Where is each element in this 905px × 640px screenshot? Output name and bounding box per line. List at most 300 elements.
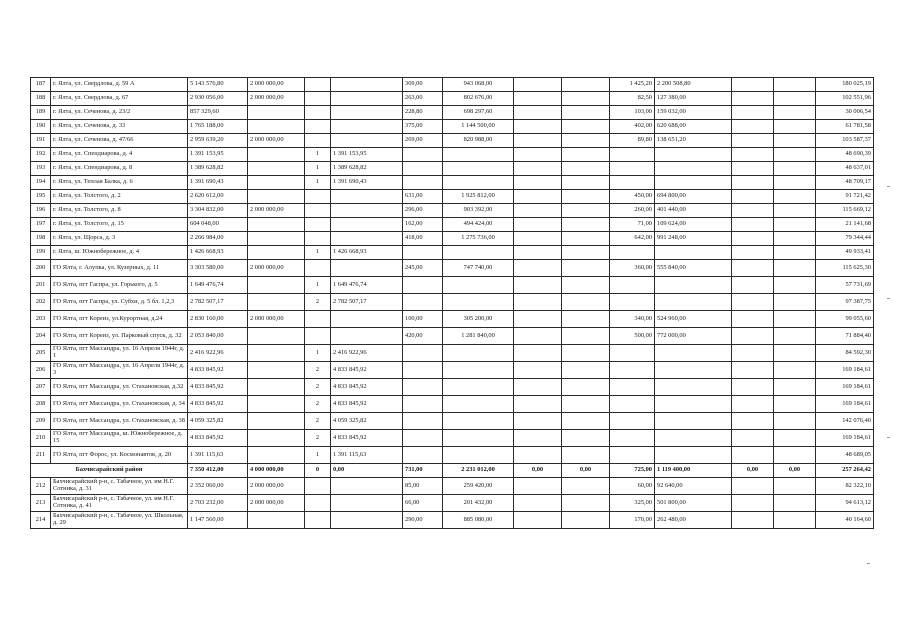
- address-cell: ГО Ялта, г. Алупка, ул. Кузерных, д. 11: [51, 260, 188, 277]
- value-cell: [732, 232, 774, 246]
- value-cell: [443, 176, 514, 190]
- value-cell: 2 200 508,80: [655, 78, 732, 92]
- value-cell: 1 275 736,00: [443, 232, 514, 246]
- subtotal-value-cell: 0,00: [514, 464, 562, 478]
- value-cell: 169 184,61: [816, 362, 874, 379]
- value-cell: 1 425,20: [610, 78, 655, 92]
- district-subtotal-row: [31, 464, 874, 478]
- value-cell: [331, 120, 403, 134]
- subtotal-value-cell: 0: [305, 464, 331, 478]
- table-row: [31, 190, 874, 204]
- value-cell: 2 782 507,17: [331, 294, 403, 311]
- table-row: [31, 204, 874, 218]
- value-cell: [305, 328, 331, 345]
- value-cell: [562, 362, 610, 379]
- value-cell: [248, 246, 305, 260]
- value-cell: 305 200,00: [443, 311, 514, 328]
- value-cell: [248, 379, 305, 396]
- value-cell: [610, 246, 655, 260]
- address-cell: г. Ялта, ул. Свердлова, д. 59 А: [51, 78, 188, 92]
- value-cell: [514, 246, 562, 260]
- value-cell: [732, 277, 774, 294]
- value-cell: 2 000 000,00: [248, 78, 305, 92]
- value-cell: 2 416 922,96: [331, 345, 403, 362]
- value-cell: [610, 379, 655, 396]
- value-cell: [732, 379, 774, 396]
- total-cost-cell: 1 391 115,63: [188, 447, 248, 464]
- value-cell: [248, 120, 305, 134]
- value-cell: 71,00: [610, 218, 655, 232]
- row-number-cell: 187: [31, 78, 51, 92]
- value-cell: [562, 232, 610, 246]
- value-cell: 1: [305, 246, 331, 260]
- value-cell: 1 925 812,00: [443, 190, 514, 204]
- row-number-cell: 189: [31, 106, 51, 120]
- address-cell: г. Ялта, ул. Свердлова, д. 67: [51, 92, 188, 106]
- value-cell: 631,00: [403, 190, 443, 204]
- row-number-cell: 199: [31, 246, 51, 260]
- total-cost-cell: 3 303 580,00: [188, 260, 248, 277]
- value-cell: [331, 512, 403, 529]
- value-cell: [732, 190, 774, 204]
- total-cost-cell: 4 833 845,92: [188, 379, 248, 396]
- value-cell: [562, 106, 610, 120]
- value-cell: [774, 512, 816, 529]
- value-cell: [774, 204, 816, 218]
- table-row: [31, 495, 874, 512]
- table-row: [31, 148, 874, 162]
- total-cost-cell: 2 266 984,00: [188, 232, 248, 246]
- value-cell: 61 781,58: [816, 120, 874, 134]
- value-cell: [443, 277, 514, 294]
- value-cell: [774, 311, 816, 328]
- value-cell: 747 740,00: [443, 260, 514, 277]
- subtotal-value-cell: 4 000 000,00: [248, 464, 305, 478]
- total-cost-cell: 2 352 060,00: [188, 478, 248, 495]
- row-number-cell: 211: [31, 447, 51, 464]
- value-cell: [331, 260, 403, 277]
- value-cell: 262 480,00: [655, 512, 732, 529]
- value-cell: [732, 218, 774, 232]
- total-cost-cell: 2 830 160,00: [188, 311, 248, 328]
- value-cell: [248, 190, 305, 204]
- value-cell: [514, 260, 562, 277]
- table-row: [31, 78, 874, 92]
- value-cell: 2: [305, 362, 331, 379]
- value-cell: 991 248,00: [655, 232, 732, 246]
- value-cell: 259 420,00: [443, 478, 514, 495]
- value-cell: [514, 148, 562, 162]
- value-cell: [655, 162, 732, 176]
- value-cell: [732, 294, 774, 311]
- value-cell: 49 933,41: [816, 246, 874, 260]
- value-cell: 82 322,10: [816, 478, 874, 495]
- value-cell: 60,00: [610, 478, 655, 495]
- address-cell: Бахчисарайский р-н, с. Табачное, ул. Школьная, д. 29: [51, 512, 188, 529]
- value-cell: [610, 277, 655, 294]
- value-cell: 260,00: [610, 204, 655, 218]
- value-cell: [655, 362, 732, 379]
- value-cell: [732, 106, 774, 120]
- value-cell: [774, 92, 816, 106]
- value-cell: [774, 260, 816, 277]
- value-cell: 142 076,40: [816, 413, 874, 430]
- row-number-cell: 192: [31, 148, 51, 162]
- value-cell: 94 613,12: [816, 495, 874, 512]
- value-cell: 2 000 000,00: [248, 478, 305, 495]
- value-cell: [403, 148, 443, 162]
- table-row: [31, 106, 874, 120]
- address-cell: г. Ялта, ул. Щорса, д. 3: [51, 232, 188, 246]
- total-cost-cell: 2 782 507,17: [188, 294, 248, 311]
- address-cell: г. Ялта, ул. Толстого, д. 8: [51, 204, 188, 218]
- value-cell: 903 392,00: [443, 204, 514, 218]
- value-cell: [305, 78, 331, 92]
- value-cell: [403, 430, 443, 447]
- value-cell: [732, 148, 774, 162]
- value-cell: [403, 413, 443, 430]
- value-cell: [655, 430, 732, 447]
- row-number-cell: 200: [31, 260, 51, 277]
- value-cell: [562, 478, 610, 495]
- value-cell: [514, 106, 562, 120]
- total-cost-cell: 4 833 845,92: [188, 362, 248, 379]
- value-cell: 48 690,39: [816, 148, 874, 162]
- value-cell: 290,00: [403, 512, 443, 529]
- value-cell: 97 387,75: [816, 294, 874, 311]
- address-cell: г. Ялта, ул. Сеченова, д. 23/2: [51, 106, 188, 120]
- value-cell: [403, 277, 443, 294]
- value-cell: [774, 148, 816, 162]
- value-cell: [610, 176, 655, 190]
- total-cost-cell: 1 147 560,00: [188, 512, 248, 529]
- total-cost-cell: 2 620 612,00: [188, 190, 248, 204]
- value-cell: 2: [305, 430, 331, 447]
- table-row: [31, 162, 874, 176]
- address-cell: ГО Ялта, пгт Массандра, ул. Стахановская, д.32: [51, 379, 188, 396]
- value-cell: [331, 311, 403, 328]
- value-cell: [774, 78, 816, 92]
- value-cell: [732, 134, 774, 148]
- total-cost-cell: 4 833 845,92: [188, 430, 248, 447]
- value-cell: [774, 190, 816, 204]
- row-number-cell: 208: [31, 396, 51, 413]
- value-cell: [331, 92, 403, 106]
- value-cell: [610, 345, 655, 362]
- value-cell: [305, 512, 331, 529]
- value-cell: 4 833 845,92: [331, 396, 403, 413]
- value-cell: [514, 78, 562, 92]
- value-cell: [732, 478, 774, 495]
- value-cell: [655, 413, 732, 430]
- row-number-cell: 198: [31, 232, 51, 246]
- subtotal-value-cell: 725,00: [610, 464, 655, 478]
- row-number-cell: 202: [31, 294, 51, 311]
- row-number-cell: 207: [31, 379, 51, 396]
- table-row: [31, 396, 874, 413]
- value-cell: [562, 447, 610, 464]
- value-cell: [732, 120, 774, 134]
- value-cell: [732, 413, 774, 430]
- value-cell: 772 000,00: [655, 328, 732, 345]
- value-cell: [514, 311, 562, 328]
- value-cell: 1 391 115,63: [331, 447, 403, 464]
- value-cell: [403, 396, 443, 413]
- subtotal-value-cell: 0,00: [732, 464, 774, 478]
- value-cell: [562, 176, 610, 190]
- value-cell: [514, 176, 562, 190]
- value-cell: [514, 190, 562, 204]
- value-cell: [732, 176, 774, 190]
- row-number-cell: 203: [31, 311, 51, 328]
- value-cell: 943 068,00: [443, 78, 514, 92]
- value-cell: [331, 478, 403, 495]
- row-number-cell: 214: [31, 512, 51, 529]
- row-number-cell: 204: [31, 328, 51, 345]
- value-cell: [248, 218, 305, 232]
- value-cell: 48 637,01: [816, 162, 874, 176]
- value-cell: [774, 328, 816, 345]
- value-cell: [305, 495, 331, 512]
- value-cell: [443, 413, 514, 430]
- table-row: [31, 232, 874, 246]
- value-cell: 4 833 845,92: [331, 362, 403, 379]
- row-number-cell: 201: [31, 277, 51, 294]
- value-cell: [443, 162, 514, 176]
- value-cell: 501 800,00: [655, 495, 732, 512]
- value-cell: [732, 328, 774, 345]
- value-cell: [562, 294, 610, 311]
- value-cell: 115 625,30: [816, 260, 874, 277]
- value-cell: 402,00: [610, 120, 655, 134]
- value-cell: 245,00: [403, 260, 443, 277]
- address-cell: ГО Ялта, пгт Массандра, ул. 16 Апреля 1944г, д. 3: [51, 362, 188, 379]
- value-cell: 79 344,44: [816, 232, 874, 246]
- value-cell: [331, 218, 403, 232]
- value-cell: 2 000 000,00: [248, 92, 305, 106]
- table-row: [31, 218, 874, 232]
- value-cell: [514, 204, 562, 218]
- value-cell: 103 587,37: [816, 134, 874, 148]
- value-cell: [655, 447, 732, 464]
- value-cell: [732, 495, 774, 512]
- value-cell: [443, 430, 514, 447]
- district-name-cell: Бахчисарайский район: [31, 464, 188, 478]
- address-cell: ГО Ялта, пгт Форос, ул. Космонавтов, д. 20: [51, 447, 188, 464]
- value-cell: [514, 218, 562, 232]
- value-cell: 2 000 000,00: [248, 204, 305, 218]
- value-cell: [774, 120, 816, 134]
- value-cell: 269,00: [403, 134, 443, 148]
- capital-repair-register-table: [30, 77, 874, 529]
- value-cell: [443, 379, 514, 396]
- address-cell: ГО Ялта, пгт Гаспра, ул. Горького, д. 5: [51, 277, 188, 294]
- value-cell: [305, 190, 331, 204]
- value-cell: 228,80: [403, 106, 443, 120]
- value-cell: [305, 120, 331, 134]
- value-cell: [732, 78, 774, 92]
- address-cell: г. Ялта, ул. Спендиарова, д. 8: [51, 162, 188, 176]
- value-cell: [305, 218, 331, 232]
- value-cell: 170,00: [610, 512, 655, 529]
- value-cell: 85,00: [403, 478, 443, 495]
- value-cell: [562, 78, 610, 92]
- value-cell: [732, 92, 774, 106]
- value-cell: 4 059 325,82: [331, 413, 403, 430]
- value-cell: 102 551,96: [816, 92, 874, 106]
- value-cell: [248, 447, 305, 464]
- value-cell: [562, 379, 610, 396]
- value-cell: [562, 328, 610, 345]
- value-cell: [774, 362, 816, 379]
- value-cell: 555 840,00: [655, 260, 732, 277]
- value-cell: [774, 277, 816, 294]
- value-cell: [443, 396, 514, 413]
- address-cell: ГО Ялта, пгт Кореиз, ул.Курортная, д.24: [51, 311, 188, 328]
- value-cell: [305, 204, 331, 218]
- value-cell: [732, 512, 774, 529]
- table-row: [31, 379, 874, 396]
- value-cell: [732, 430, 774, 447]
- value-cell: 2 000 000,00: [248, 260, 305, 277]
- subtotal-value-cell: 0,00: [562, 464, 610, 478]
- value-cell: [562, 162, 610, 176]
- table-row: [31, 311, 874, 328]
- row-number-cell: 197: [31, 218, 51, 232]
- value-cell: 1: [305, 345, 331, 362]
- value-cell: [403, 176, 443, 190]
- value-cell: 418,00: [403, 232, 443, 246]
- row-number-cell: 190: [31, 120, 51, 134]
- value-cell: [248, 176, 305, 190]
- value-cell: 4 833 845,92: [331, 379, 403, 396]
- value-cell: [774, 430, 816, 447]
- value-cell: [655, 396, 732, 413]
- value-cell: [403, 294, 443, 311]
- value-cell: [514, 512, 562, 529]
- row-number-cell: 188: [31, 92, 51, 106]
- table-row: [31, 176, 874, 190]
- total-cost-cell: 2 053 840,00: [188, 328, 248, 345]
- value-cell: 420,00: [403, 328, 443, 345]
- value-cell: 2: [305, 379, 331, 396]
- value-cell: [774, 246, 816, 260]
- value-cell: [610, 447, 655, 464]
- value-cell: 885 080,00: [443, 512, 514, 529]
- value-cell: 57 731,69: [816, 277, 874, 294]
- value-cell: [305, 134, 331, 148]
- value-cell: [514, 478, 562, 495]
- row-number-cell: 205: [31, 345, 51, 362]
- table-row: [31, 120, 874, 134]
- value-cell: [562, 218, 610, 232]
- value-cell: [403, 379, 443, 396]
- value-cell: 2: [305, 294, 331, 311]
- value-cell: [732, 204, 774, 218]
- value-cell: [774, 495, 816, 512]
- value-cell: [514, 294, 562, 311]
- total-cost-cell: 2 703 232,00: [188, 495, 248, 512]
- value-cell: [305, 260, 331, 277]
- table-row: [31, 134, 874, 148]
- value-cell: [562, 260, 610, 277]
- value-cell: 401 440,00: [655, 204, 732, 218]
- value-cell: 71 884,40: [816, 328, 874, 345]
- value-cell: [248, 328, 305, 345]
- total-cost-cell: 4 059 325,82: [188, 413, 248, 430]
- value-cell: [562, 495, 610, 512]
- value-cell: [514, 396, 562, 413]
- total-cost-cell: 1 389 628,82: [188, 162, 248, 176]
- address-cell: Бахчисарайский р-н, с. Табачное, ул. им Н.Г. Сотника, д. 41: [51, 495, 188, 512]
- subtotal-value-cell: 1 119 400,00: [655, 464, 732, 478]
- value-cell: 66,00: [403, 495, 443, 512]
- value-cell: [562, 190, 610, 204]
- value-cell: [774, 345, 816, 362]
- value-cell: 340,00: [610, 311, 655, 328]
- value-cell: [655, 246, 732, 260]
- table-row: [31, 345, 874, 362]
- table-row: [31, 92, 874, 106]
- value-cell: 694 800,00: [655, 190, 732, 204]
- margin-mark: [887, 298, 890, 299]
- row-number-cell: 209: [31, 413, 51, 430]
- value-cell: 127 380,00: [655, 92, 732, 106]
- value-cell: 360,00: [610, 260, 655, 277]
- value-cell: 91 721,42: [816, 190, 874, 204]
- row-number-cell: 196: [31, 204, 51, 218]
- value-cell: 1 281 840,00: [443, 328, 514, 345]
- value-cell: [774, 294, 816, 311]
- value-cell: 820 988,00: [443, 134, 514, 148]
- value-cell: [655, 148, 732, 162]
- value-cell: [305, 478, 331, 495]
- value-cell: [774, 396, 816, 413]
- value-cell: [248, 345, 305, 362]
- value-cell: [774, 176, 816, 190]
- row-number-cell: 210: [31, 430, 51, 447]
- value-cell: [655, 294, 732, 311]
- value-cell: 494 424,00: [443, 218, 514, 232]
- table-row: [31, 328, 874, 345]
- value-cell: 2 000 000,00: [248, 134, 305, 148]
- address-cell: г. Ялта, ул. Толстого, д. 2: [51, 190, 188, 204]
- value-cell: [248, 362, 305, 379]
- value-cell: [248, 162, 305, 176]
- total-cost-cell: 4 833 845,92: [188, 396, 248, 413]
- value-cell: [331, 134, 403, 148]
- value-cell: 180 025,19: [816, 78, 874, 92]
- value-cell: [514, 120, 562, 134]
- value-cell: [331, 78, 403, 92]
- value-cell: [514, 430, 562, 447]
- value-cell: [514, 92, 562, 106]
- table-row: [31, 430, 874, 447]
- value-cell: [248, 232, 305, 246]
- row-number-cell: 195: [31, 190, 51, 204]
- value-cell: [774, 447, 816, 464]
- value-cell: [514, 413, 562, 430]
- value-cell: [248, 413, 305, 430]
- row-number-cell: 206: [31, 362, 51, 379]
- address-cell: Бахчисарайский р-н, с. Табачное, ул. им Н.Г. Сотника, д. 31: [51, 478, 188, 495]
- value-cell: [562, 345, 610, 362]
- total-cost-cell: 2 959 639,20: [188, 134, 248, 148]
- value-cell: [562, 134, 610, 148]
- value-cell: 138 651,20: [655, 134, 732, 148]
- total-cost-cell: 2 416 922,96: [188, 345, 248, 362]
- value-cell: 375,00: [403, 120, 443, 134]
